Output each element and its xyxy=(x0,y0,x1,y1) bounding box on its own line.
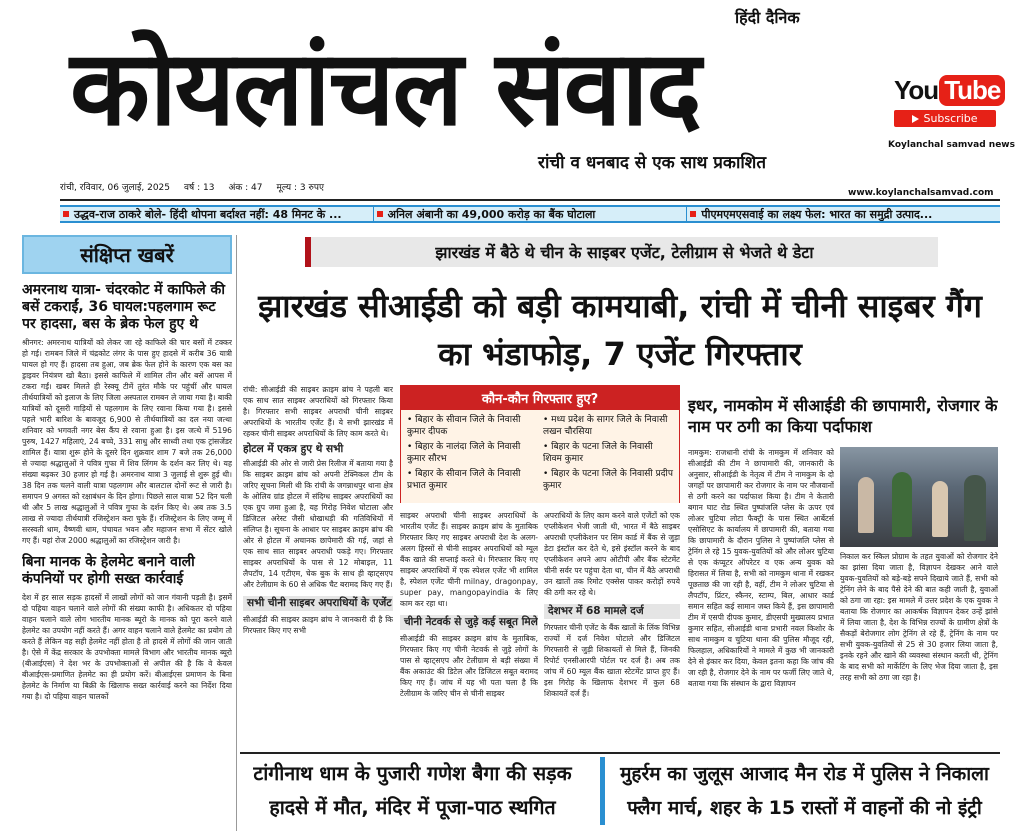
dateline-issue: अंक : 47 xyxy=(228,183,263,193)
main-story-text: सीआईडी की ओर से जारी प्रेस रिलीज में बताया गया है कि साइबर क्राइम ब्रांच को अपनी टेक्निकल टीम के जरिए सूचना मिली थी कि रांची के जगन्नाथपुर थाना क्षेत्र के ओलिव ग्रांड होटल में संदिग्ध साइबर अपराधियों का एक ग्रुप जमा हुआ है, यह गिरोह निवेश घोटाला और डिजिटल अरेस्ट जैसी धोखाधड़ी की गतिविधियों में संलिप्त है। सूचना के आधार पर साइबर क्राइम ब्रांच की ओर से होटल में अचानक छापेमारी की गई, जहां से एक साथ सात साइबर अपराधी पकड़े गए। गिरफ्तार साइबर अपराधियों के पास से 12 मोबाइल, 11 लैपटॉप, 14 एटीएम, चेक बुक के साथ ही व्हाट्सएप और टेलीग्राम के 60 से अधिक चैट बरामद किए गए हैं। xyxy=(243,459,393,589)
arrested-person: • बिहार के सीवान जिले के निवासी प्रभात कुमार xyxy=(407,468,537,492)
brief-story-body: श्रीनगर: अमरनाथ यात्रियों को लेकर जा रहे काफिले की चार बसों में टक्कर हो गई। रामबन जिले में चंद्रकोट लंगर के पास हुए हादसे में करीब 36 यात्री घायल हो गए हैं। हादसा तब हुआ, जब ब्रेक फेल होने के कारण एक बस का ड्राइवर नियंत्रण खो बैठा। इससे काफिले में शामिल तीन और बसें आपस में टकरा गईं। खबर मिलते ही रेस्क्यू टीमें तुरंत मौके पर पहुंचीं और घायल तीर्थयात्रियों को इलाज के लिए जिला अस्पताल रामबन ले जाया गया है। बाकी यात्रियों को दूसरी गाड़ियों से पहलगाम के लिए रवाना किया गया है। इससे पहले भारी बारिश के बावजूद 6,900 से तीर्थयात्रियों का दल नया जत्था शनिवार को भगवती नगर बेस कैंप से रवाना हुआ है। इस जत्थे में 5196 पुरुष, 1427 महिलाएं, 24 बच्चे, 331 साधु और साध्वी तथा एक ट्रांसजेंडर शामिल हैं। यात्रा शुरू होने के दूसरे दिन शुक्रवार शाम 7 बजे तक 26,000 से ज्यादा श्रद्धालुओं ने पवित्र गुफा में शिव लिंगम के दर्शन कर लिए थे। यह संख्या बढ़कर 30 हजार हो गई है। अमरनाथ यात्रा 3 जुलाई से शुरू हुई थी। 38 दिन तक चलने वाली यात्रा पहलगाम और बालटाल दोनों रूट से जारी है। समापन 9 अगस्त को रक्षाबंधन के दिन होगा। पिछले साल यात्रा 52 दिन चली थी और 5 लाख श्रद्धालुओं ने पवित्र गुफा के दर्शन किए थे। अब तक 3.5 लाख से ज्यादा तीर्थयात्री रजिस्ट्रेशन करा चुके हैं। रजिस्ट्रेशन के लिए जम्मू में सरस्वती धाम, वैष्णवी धाम, पंचायत भवन और महाजन सभा में सेंटर खोले गए हैं। यहां रोज 2000 श्रद्धालुओं का रजिस्ट्रेशन जारी है। xyxy=(22,338,232,545)
right-story-column-2: निकाल कर स्किल प्रोग्राम के तहत युवाओं को रोजगार देने का झांसा दिया जाता है, विज्ञापन देखकर आने वाले युवक-युवतियों को बड़े-बड़े सपने दिखाये जाते हैं, सभी को ट्रेनिंग लेने के बाद पैसे देने की बात कही जाती है, युवाओं को ठगा जा रहा: इस मामले में उत्तर प्रदेश के एक युवक ने बताया कि रोजगार का आकर्षक विज्ञापन देकर उन्हें झांसे में लिया जाता है, देश के विभिन्न राज्यों के ग्रामीण क्षेत्रों के सैकड़ों बेरोजगार लोग ट्रेनिंग ले रहे हैं, ट्रेनिंग के नाम पर सभी युवक-युवतियों से 25 से 30 हजार लिया जाता है, इनके रहने और खाने की व्यवस्था संस्थान करती थी, ट्रेनिंग के बाद सभी को मार्केटिंग के लिए भेज दिया जाता है, इस तरह सभी को ठगा जा रहा है। xyxy=(840,552,998,682)
arrested-person: • बिहार के नालंदा जिले के निवासी कुमार सौरभ xyxy=(407,441,537,465)
main-story-subhead: होटल में एकत्र हुए थे सभी xyxy=(243,443,344,455)
main-story-text: सीआईडी की साइबर क्राइम ब्रांच ने जानकारी दी है कि गिरफ्तार किए गए सभी xyxy=(243,615,393,635)
main-story-kicker: झारखंड में बैठे थे चीन के साइबर एजेंट, टेलीग्राम से भेजते थे डेटा xyxy=(305,237,938,267)
raid-photo xyxy=(840,447,998,547)
dateline-price: मूल्य : 3 रुपए xyxy=(276,183,324,193)
youtube-badge xyxy=(894,75,1001,127)
brief-story-body: देश में हर साल सड़क हादसों में लाखों लोगों को जान गंवानी पड़ती है। इसमें दो पहिया वाहन चलाने वाले लोगों की संख्या काफी है। अधिकतर दो पहिया वाहन चलाने वाले लोग भारतीय मानक ब्यूरो के मानक को पूरा करने वाले हेलमेट का उपयोग नहीं करते हैं। अगर वाहन चलाने वाले हेलमेट का प्रयोग तो करते हैं लेकिन वह सही हेलमेट नहीं होता है तो हादसे में लोगों की जान जाती है। ऐसे में केंद्र सरकार के उपभोक्ता मामले विभाग और भारतीय मानक ब्यूरो (बीआईएस) ने देश भर के उपभोक्ताओं से अपील की है कि वे केवल बीआईएस-प्रमाणित हेलमेट का ही प्रयोग करें। बीआईएस प्रमाणन के बिना हेलमेट के निर्माण या बिक्री के खिलाफ सख्त कार्रवाई करने का निर्देश दिया गया है। दो पहिया वाहन चालकों xyxy=(22,593,232,701)
brief-news-heading: संक्षिप्त खबरें xyxy=(22,235,232,274)
youtube-logo-tube: Tube xyxy=(939,75,1005,106)
subscribe-label: Subscribe xyxy=(923,112,978,125)
main-story-text: रांची: सीआईडी की साइबर क्राइम ब्रांच ने पहली बार एक साथ सात साइबर अपराधियों को गिरफ्तार किया है। गिरफ्तार सभी साइबर अपराधी चीनी साइबर अपराधियों के भारतीय एजेंट हैं। ये सभी झारखंड में रहकर चीनी साइबर अपराधियों के लिए काम करते थे। xyxy=(243,385,393,438)
main-story-headline: झारखंड सीआईडी को बड़ी कामयाबी, रांची में चीनी साइबर गैंग का भंडाफोड़, 7 एजेंट गिरफ्तार xyxy=(258,287,982,373)
news-ticker xyxy=(60,205,1000,223)
column-divider xyxy=(236,235,237,831)
newspaper-masthead: कोयलांचल संवाद xyxy=(70,27,700,149)
bottom-divider xyxy=(240,752,1000,754)
youtube-channel-caption: Koylanchal samvad news xyxy=(888,140,1015,150)
main-story-text: सीआईडी की साइबर क्राइम ब्रांच के मुताबिक, गिरफ्तार किए गए चीनी नेटवर्क से जुड़े लोगों के पास से व्हाट्सएप और टेलीग्राम से बड़ी संख्या में बैंक अकाउंट की डिटेल और डिजिटल सबूत बरामद किए गए हैं। जांच में यह भी पता चला है कि टेलीग्राम के जरिए चीन से चीनी साइबर xyxy=(400,634,538,698)
arrested-list-box xyxy=(400,385,680,503)
ticker-item: पीएमएमएसवाई का लक्ष्य फेल: भारत का समुद्री उत्पाद... xyxy=(686,207,1000,221)
ticker-item: अनिल अंबानी का 49,000 करोड़ का बैंक घोटाला xyxy=(373,207,687,221)
arrested-person: • बिहार के सीवान जिले के निवासी कुमार दीपक xyxy=(407,414,537,438)
right-story-column-1: नामकुम: राजधानी रांची के नामकुम में शनिवार को सीआईडी की टीम ने छापामारी की, जानकारी के अनुसार, सीआईडी के नेतृत्व में टीम ने नामकुम के दो जगहों पर छापामारी कर रोजगार के नाम पर नौजवानों से ठगी करने का पर्दाफाश किया है। टीम ने केतारी बगान घाट रोड स्थित पुष्पांजलि प्लेस के ऊपर एवं लोअर चुटिया लोटा फैक्ट्री के पास स्थित आर्बेटर्स एसोसिएट के कार्यालय में छापामारी की, बताया गया कि छापामारी के दौरान पुलिस ने पुष्पांजलि प्लेस से ट्रेनिंग ले रहे 15 युवक-युवतियों को और लोअर चुटिया से एक कंप्यूटर ऑपरेटर व एक अन्य युवक को हिरासत में लिया है, सभी को नामकुम थाना में रखकर पूछताछ की जा रही है, वहीं, टीम ने लोअर चुटिया से लैपटॉप, प्रिंटर, स्कैनर, स्टाम्प, बिल, आधार कार्ड समान सहित कई सामान जब्त किये हैं, इस छापामारी टीम में एसपी दीपक कुमार, डीएसपी मुख्यालय प्रभात कुमार सहित, सीआईडी थाना प्रभारी नवल किशोर के साथ नामकुम व चुटिया थाना की पुलिस मौजूद रही, फिलहाल, अधिकारियों ने मामले में कुछ भी जानकारी देने से इंकार कर दिया, केवल इतना कहा कि जांच की जा रही है, रोजगार देने के नाम पर फर्जी लिए जाते थे, बताया गया कि संस्थान के द्वारा विज्ञापन xyxy=(688,448,834,688)
main-story-text: अपराधियों के लिए काम करने वाले एजेंटों को एक एप्लीकेशन भेजी जाती थी, भारत में बैठे साइबर अपराधी एप्लीकेशन पर सिम कार्ड में बैंक से जुड़ा डेटा इंस्टॉल कर देते थे, इसे इंस्टॉल करने के बाद एप्लीकेशन अपने आप ओटीपी और बैंक स्टेटमेंट चीनी सर्वर पर पहुंचा देता था, चीन में बैठे अपराधी उन खातों तक रिमोट एक्सेस पाकर करोड़ों रुपये की ठगी कर रहे थे। xyxy=(544,511,680,597)
arrested-list-right xyxy=(543,414,673,499)
brief-story-title: बिना मानक के हेलमेट बनाने वाली कंपनियों पर होगी सख्त कार्रवाई xyxy=(22,554,195,587)
ticker-item: उद्धव-राज ठाकरे बोले- हिंदी थोपना बर्दाश्त नहीं: 48 मिनट के ... xyxy=(60,207,373,221)
bottom-story-headline-right: मुहर्रम का जुलूस आजाद मैन रोड में पुलिस ने निकाला फ्लैग मार्च, शहर के 15 रास्तों में वाहनों की नो इंट्री xyxy=(600,757,1000,825)
masthead-divider xyxy=(60,199,1000,201)
main-story-text: साइबर अपराधी चीनी साइबर अपराधियों के भारतीय एजेंट हैं। साइबर क्राइम ब्रांच के मुताबिक गिरफ्तार किए गए साइबर अपराधी देश के अलग-अलग हिस्सों से चीनी साइबर अपराधियों को म्यूल बैंक खाते की सप्लाई करते थे। गिरफ्तार किए गए साइबर अपराधियों में एक स्पेशल एजेंट भी शामिल है, स्पेशल एजेंट चीनी milnay, dragonpay, super pay, mangopayindia के लिए काम कर रहा था। xyxy=(400,511,538,608)
main-story-subhead: देशभर में 68 मामले दर्ज xyxy=(544,604,680,619)
bottom-story-headline-left: टांगीनाथ धाम के पुजारी गणेश बैगा की सड़क हादसे में मौत, मंदिर में पूजा-पाठ स्थगित xyxy=(253,762,572,819)
arrested-list-left xyxy=(407,414,537,499)
main-story-subhead: सभी चीनी साइबर अपराधियों के एजेंट xyxy=(243,596,393,611)
youtube-logo-you: You xyxy=(894,75,939,105)
arrested-person: • मध्य प्रदेश के सागर जिले के निवासी लखन चौरसिया xyxy=(543,414,673,438)
main-story-column-2 xyxy=(400,510,538,750)
hindi-dainik-label: हिंदी दैनिक xyxy=(735,8,800,27)
arrested-person: • बिहार के पटना जिले के निवासी प्रदीप कुमार xyxy=(543,468,673,492)
main-story-subhead: चीनी नेटवर्क से जुड़े कई सबूत मिले xyxy=(400,615,538,630)
masthead-tagline: रांची व धनबाद से एक साथ प्रकाशित xyxy=(538,153,767,173)
right-story-headline: इधर, नामकोम में सीआईडी की छापामारी, रोजगार के नाम पर ठगी का किया पर्दाफाश xyxy=(688,396,998,436)
dateline xyxy=(60,180,324,193)
play-icon xyxy=(912,115,919,123)
website-url: www.koylanchalsamvad.com xyxy=(848,188,994,198)
youtube-logo xyxy=(894,75,1001,106)
main-story-column-1 xyxy=(243,384,393,750)
dateline-year: वर्ष : 13 xyxy=(184,183,215,193)
arrested-list-heading: कौन-कौन गिरफ्तार हुए? xyxy=(401,386,679,410)
brief-story-title: अमरनाथ यात्रा- चंदरकोट में काफिले की बसें टकराईं, 36 घायल:पहलगाम रूट पर हादसा, बस के ब्रेक फेल हुए थे xyxy=(22,282,225,332)
youtube-subscribe-badge xyxy=(894,110,996,127)
main-story-column-3 xyxy=(544,510,680,750)
dateline-place-date: रांची, रविवार, 06 जुलाई, 2025 xyxy=(60,183,171,193)
arrested-person: • बिहार के पटना जिले के निवासी शिवम कुमार xyxy=(543,441,673,465)
brief-news-column xyxy=(22,235,232,831)
main-story-text: गिरफ्तार चीनी एजेंट के बैंक खातों के लिंक विभिन्न राज्यों में दर्ज निवेश घोटाले और डिजिटल गिरफ्तारी से जुड़ी शिकायतों से मिले हैं, जिनकी रिपोर्ट एनसीआरपी पोर्टल पर दर्ज है। अब तक जांच में 60 म्यूल बैंक खाता स्टेटमेंट प्राप्त हुए हैं। इस गिरोह के खिलाफ देशभर में कुल 68 शिकायतें दर्ज हैं। xyxy=(544,623,680,698)
